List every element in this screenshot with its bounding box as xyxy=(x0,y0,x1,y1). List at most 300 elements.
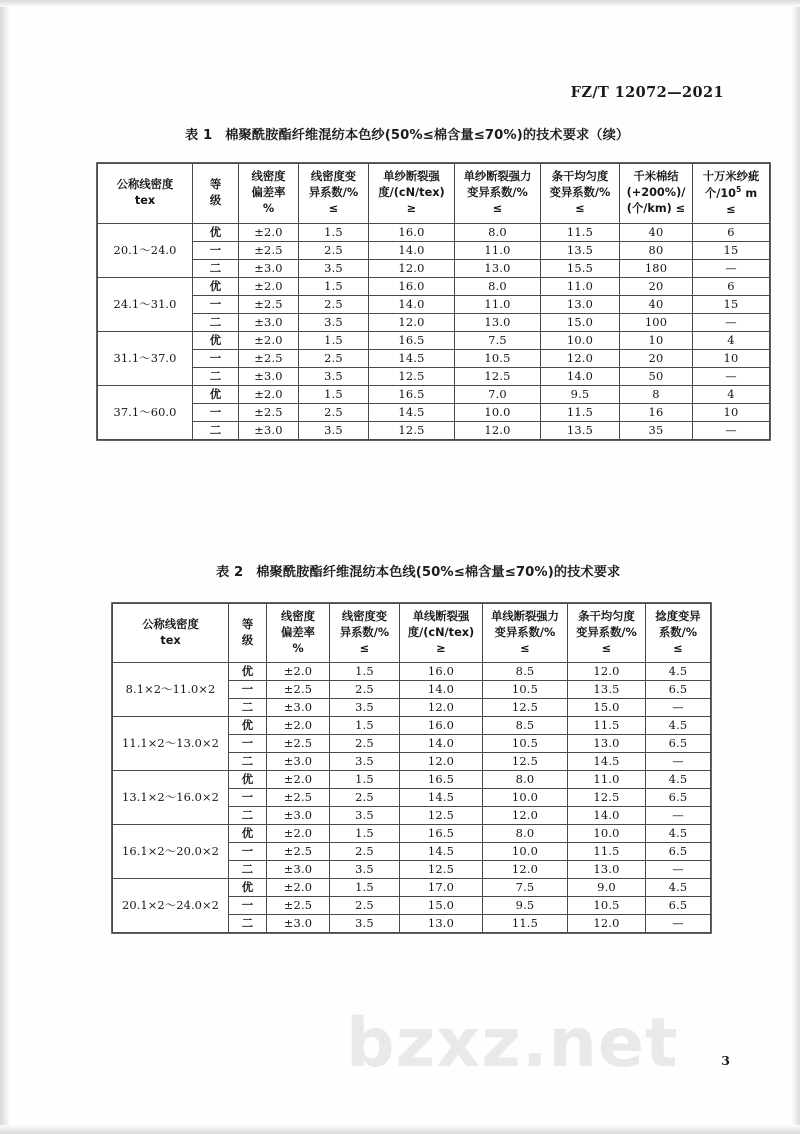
cell-strength: 12.0 xyxy=(369,259,455,277)
cell-deviation: ±3.0 xyxy=(267,753,330,771)
cell-deviation: ±3.0 xyxy=(239,421,299,439)
cell-strength-cv: 10.5 xyxy=(455,349,541,367)
cell-defects: — xyxy=(693,367,770,385)
column-header-line: 等 xyxy=(241,618,254,632)
table-2-header-row xyxy=(113,604,711,663)
cell-density-cv: 3.5 xyxy=(330,861,400,879)
column-header-line: tex xyxy=(160,634,181,648)
cell-evenness-cv: 10.5 xyxy=(568,897,646,915)
cell-neps: 10 xyxy=(620,331,693,349)
cell-grade: 优 xyxy=(193,331,239,349)
cell-strength-cv: 10.0 xyxy=(455,403,541,421)
cell-grade: 二 xyxy=(193,367,239,385)
cell-strength-cv: 8.0 xyxy=(483,825,568,843)
column-header-line: tex xyxy=(134,194,156,208)
cell-deviation: ±2.5 xyxy=(267,735,330,753)
cell-strength-cv: 10.5 xyxy=(483,681,568,699)
cell-strength-cv: 11.5 xyxy=(483,915,568,933)
cell-deviation: ±2.5 xyxy=(267,681,330,699)
cell-evenness-cv: 13.0 xyxy=(568,735,646,753)
cell-twist-cv: 4.5 xyxy=(646,663,711,681)
cell-deviation: ±2.0 xyxy=(239,277,299,295)
cell-neps: 8 xyxy=(620,385,693,403)
column-header-line: 等 xyxy=(209,178,222,192)
cell-defects: 6 xyxy=(693,223,770,241)
column-header-line: 单线断裂强力 xyxy=(491,610,559,623)
table-row xyxy=(98,277,770,295)
cell-evenness-cv: 11.5 xyxy=(568,717,646,735)
cell-evenness-cv: 14.0 xyxy=(541,367,620,385)
cell-neps: 35 xyxy=(620,421,693,439)
scan-edge-top xyxy=(0,0,800,7)
table-row xyxy=(98,403,770,421)
column-header-line: 级 xyxy=(209,194,222,208)
column-header-line: 变异系数/% xyxy=(549,186,611,200)
cell-grade: 优 xyxy=(229,717,267,735)
cell-deviation: ±2.5 xyxy=(239,241,299,259)
cell-strength-cv: 8.0 xyxy=(483,771,568,789)
scan-edge-right xyxy=(792,0,800,1134)
table-1-body xyxy=(98,223,770,439)
cell-strength: 16.0 xyxy=(369,277,455,295)
cell-strength: 14.5 xyxy=(369,403,455,421)
cell-strength-cv: 7.5 xyxy=(455,331,541,349)
cell-density-cv: 3.5 xyxy=(299,367,369,385)
cell-deviation: ±3.0 xyxy=(267,699,330,717)
cell-evenness-cv: 13.0 xyxy=(541,295,620,313)
cell-grade: 一 xyxy=(229,897,267,915)
table-2-caption xyxy=(216,561,620,580)
cell-strength: 16.5 xyxy=(400,825,483,843)
column-header-line: 异系数/% xyxy=(308,186,359,200)
column-header-8 xyxy=(646,604,711,663)
cell-evenness-cv: 11.0 xyxy=(541,277,620,295)
column-header-line: ≥ xyxy=(406,202,417,216)
column-header-line: 变异系数/% xyxy=(576,626,637,640)
cell-grade: 二 xyxy=(193,421,239,439)
cell-strength-cv: 7.5 xyxy=(483,879,568,897)
cell-deviation: ±2.0 xyxy=(239,331,299,349)
cell-defects: 15 xyxy=(693,241,770,259)
cell-density-cv: 1.5 xyxy=(330,717,400,735)
column-header-3 xyxy=(267,604,330,663)
cell-density-cv: 2.5 xyxy=(299,241,369,259)
column-header-line: 度/(cN/tex) xyxy=(407,626,475,640)
column-header-line: 级 xyxy=(241,634,254,648)
cell-deviation: ±2.0 xyxy=(239,223,299,241)
column-header-line: ≥ xyxy=(436,642,446,656)
column-header-line: 偏差率 xyxy=(281,626,315,640)
column-header-line: (个/km) ≤ xyxy=(626,202,686,216)
cell-deviation: ±3.0 xyxy=(267,915,330,933)
column-header-line: ≤ xyxy=(673,642,683,656)
cell-density-cv: 1.5 xyxy=(299,223,369,241)
column-header-line: ≤ xyxy=(520,642,530,656)
table-row xyxy=(113,879,711,897)
column-header-line: 千米棉结 xyxy=(633,170,679,184)
column-header-line: 公称线密度 xyxy=(116,178,174,192)
cell-strength: 16.0 xyxy=(369,223,455,241)
cell-grade: 一 xyxy=(229,735,267,753)
cell-grade: 一 xyxy=(229,681,267,699)
cell-deviation: ±2.5 xyxy=(267,897,330,915)
column-header-line: 单线断裂强 xyxy=(412,610,470,623)
cell-evenness-cv: 9.5 xyxy=(541,385,620,403)
cell-strength-cv: 13.0 xyxy=(455,313,541,331)
cell-strength-cv: 12.0 xyxy=(455,421,541,439)
cell-evenness-cv: 11.0 xyxy=(568,771,646,789)
cell-evenness-cv: 9.0 xyxy=(568,879,646,897)
cell-strength: 16.5 xyxy=(369,385,455,403)
nominal-linear-density-cell: 8.1×2～11.0×2 xyxy=(113,663,229,717)
cell-strength: 13.0 xyxy=(400,915,483,933)
column-header-line: 度/(cN/tex) xyxy=(378,186,445,200)
cell-evenness-cv: 11.5 xyxy=(541,223,620,241)
cell-defects: 4 xyxy=(693,385,770,403)
table-1-caption-text: 棉聚酰胺酯纤维混纺本色纱(50%≤棉含量≤70%)的技术要求（续） xyxy=(225,128,630,143)
cell-grade: 优 xyxy=(193,277,239,295)
cell-defects: 6 xyxy=(693,277,770,295)
cell-strength-cv: 12.5 xyxy=(455,367,541,385)
column-header-line: 线密度变 xyxy=(341,610,388,623)
column-header-line: ≤ xyxy=(328,202,339,216)
table-1-caption xyxy=(185,124,629,143)
column-header-5 xyxy=(369,164,455,224)
table-2-caption-number: 表 2 xyxy=(216,565,244,580)
cell-twist-cv: — xyxy=(646,861,711,879)
table-row xyxy=(113,663,711,681)
column-header-1 xyxy=(98,164,193,224)
cell-deviation: ±2.0 xyxy=(267,825,330,843)
table-row xyxy=(98,331,770,349)
column-header-line: 单纱断裂强 xyxy=(383,170,440,184)
cell-deviation: ±3.0 xyxy=(267,807,330,825)
cell-strength-cv: 10.5 xyxy=(483,735,568,753)
column-header-line: % xyxy=(292,642,304,656)
cell-neps: 40 xyxy=(620,223,693,241)
cell-evenness-cv: 12.5 xyxy=(568,789,646,807)
cell-strength: 14.5 xyxy=(400,789,483,807)
table-row xyxy=(98,259,770,277)
cell-twist-cv: 4.5 xyxy=(646,879,711,897)
cell-evenness-cv: 14.5 xyxy=(568,753,646,771)
cell-grade: 一 xyxy=(229,789,267,807)
cell-evenness-cv: 13.0 xyxy=(568,861,646,879)
cell-density-cv: 1.5 xyxy=(299,331,369,349)
nominal-linear-density-cell: 37.1～60.0 xyxy=(98,385,193,439)
cell-grade: 一 xyxy=(229,843,267,861)
column-header-1 xyxy=(113,604,229,663)
nominal-linear-density-cell: 24.1～31.0 xyxy=(98,277,193,331)
cell-strength-cv: 11.0 xyxy=(455,241,541,259)
cell-strength: 14.5 xyxy=(400,843,483,861)
column-header-line: 个$/10^5$ m xyxy=(704,185,758,200)
cell-grade: 二 xyxy=(229,699,267,717)
cell-strength: 14.0 xyxy=(369,295,455,313)
cell-grade: 优 xyxy=(229,825,267,843)
cell-strength: 14.0 xyxy=(369,241,455,259)
column-header-2 xyxy=(193,164,239,224)
cell-deviation: ±2.0 xyxy=(239,385,299,403)
cell-defects: — xyxy=(693,421,770,439)
cell-strength-cv: 11.0 xyxy=(455,295,541,313)
cell-twist-cv: 6.5 xyxy=(646,735,711,753)
column-header-line: 十万米纱疵 xyxy=(702,170,760,183)
table-row xyxy=(98,421,770,439)
cell-strength: 14.0 xyxy=(400,735,483,753)
column-header-line: 异系数/% xyxy=(339,626,390,640)
cell-grade: 优 xyxy=(229,663,267,681)
cell-grade: 二 xyxy=(229,861,267,879)
cell-grade: 一 xyxy=(193,349,239,367)
cell-density-cv: 1.5 xyxy=(330,879,400,897)
page-number: 3 xyxy=(721,1053,730,1068)
cell-density-cv: 1.5 xyxy=(330,771,400,789)
cell-strength: 15.0 xyxy=(400,897,483,915)
table-row xyxy=(113,771,711,789)
cell-grade: 优 xyxy=(193,223,239,241)
column-header-5 xyxy=(400,604,483,663)
cell-strength: 12.0 xyxy=(400,753,483,771)
column-header-7 xyxy=(568,604,646,663)
column-header-line: ≤ xyxy=(575,202,585,216)
cell-density-cv: 3.5 xyxy=(299,313,369,331)
cell-strength-cv: 10.0 xyxy=(483,789,568,807)
cell-grade: 优 xyxy=(229,879,267,897)
column-header-3 xyxy=(239,164,299,224)
cell-grade: 优 xyxy=(229,771,267,789)
cell-grade: 一 xyxy=(193,295,239,313)
cell-density-cv: 3.5 xyxy=(330,915,400,933)
cell-deviation: ±2.5 xyxy=(239,349,299,367)
cell-strength-cv: 10.0 xyxy=(483,843,568,861)
cell-strength: 16.5 xyxy=(369,331,455,349)
cell-strength: 14.5 xyxy=(369,349,455,367)
cell-density-cv: 2.5 xyxy=(299,403,369,421)
cell-grade: 一 xyxy=(193,241,239,259)
cell-strength-cv: 8.0 xyxy=(455,277,541,295)
table-row xyxy=(98,367,770,385)
cell-strength-cv: 8.5 xyxy=(483,663,568,681)
watermark: bzxz.net xyxy=(346,1004,679,1083)
cell-strength: 12.5 xyxy=(400,861,483,879)
column-header-line: 线密度 xyxy=(251,170,286,184)
cell-defects: 4 xyxy=(693,331,770,349)
column-header-line: 变异系数/% xyxy=(467,186,528,200)
cell-evenness-cv: 13.5 xyxy=(568,681,646,699)
cell-neps: 50 xyxy=(620,367,693,385)
cell-strength-cv: 9.5 xyxy=(483,897,568,915)
cell-defects: — xyxy=(693,259,770,277)
column-header-line: 条干均匀度 xyxy=(578,610,635,623)
cell-twist-cv: — xyxy=(646,753,711,771)
table-2-technical-requirements xyxy=(112,603,711,933)
cell-strength: 16.0 xyxy=(400,663,483,681)
cell-grade: 二 xyxy=(193,259,239,277)
column-header-4 xyxy=(330,604,400,663)
cell-neps: 20 xyxy=(620,277,693,295)
cell-strength-cv: 13.0 xyxy=(455,259,541,277)
cell-deviation: ±2.5 xyxy=(267,843,330,861)
cell-density-cv: 2.5 xyxy=(330,681,400,699)
cell-deviation: ±3.0 xyxy=(239,367,299,385)
cell-neps: 16 xyxy=(620,403,693,421)
cell-strength: 12.0 xyxy=(400,699,483,717)
cell-strength: 16.5 xyxy=(400,771,483,789)
cell-strength-cv: 7.0 xyxy=(455,385,541,403)
nominal-linear-density-cell: 20.1～24.0 xyxy=(98,223,193,277)
cell-evenness-cv: 11.5 xyxy=(568,843,646,861)
cell-twist-cv: 4.5 xyxy=(646,825,711,843)
cell-neps: 180 xyxy=(620,259,693,277)
nominal-linear-density-cell: 31.1～37.0 xyxy=(98,331,193,385)
cell-evenness-cv: 15.0 xyxy=(541,313,620,331)
cell-neps: 80 xyxy=(620,241,693,259)
scan-edge-bottom xyxy=(0,1125,800,1134)
cell-strength: 12.5 xyxy=(369,367,455,385)
table-row xyxy=(113,717,711,735)
column-header-line: (+200%)/ xyxy=(626,186,686,200)
cell-density-cv: 2.5 xyxy=(330,843,400,861)
cell-evenness-cv: 12.0 xyxy=(568,915,646,933)
nominal-linear-density-cell: 13.1×2～16.0×2 xyxy=(113,771,229,825)
column-header-4 xyxy=(299,164,369,224)
column-header-line: % xyxy=(262,202,275,216)
standard-number-header: FZ/T 12072—2021 xyxy=(570,84,724,101)
table-row xyxy=(98,385,770,403)
column-header-8 xyxy=(620,164,693,224)
cell-strength-cv: 8.0 xyxy=(455,223,541,241)
table-1-technical-requirements xyxy=(97,163,770,440)
cell-twist-cv: 6.5 xyxy=(646,789,711,807)
cell-deviation: ±2.5 xyxy=(267,789,330,807)
cell-strength-cv: 12.0 xyxy=(483,807,568,825)
table-row xyxy=(98,223,770,241)
cell-evenness-cv: 15.5 xyxy=(541,259,620,277)
column-header-line: 单纱断裂强力 xyxy=(463,170,532,184)
cell-defects: — xyxy=(693,313,770,331)
cell-deviation: ±2.0 xyxy=(267,717,330,735)
cell-deviation: ±2.5 xyxy=(239,295,299,313)
cell-strength-cv: 12.0 xyxy=(483,861,568,879)
cell-grade: 一 xyxy=(193,403,239,421)
cell-grade: 二 xyxy=(229,753,267,771)
cell-twist-cv: 6.5 xyxy=(646,681,711,699)
cell-twist-cv: — xyxy=(646,915,711,933)
cell-twist-cv: — xyxy=(646,699,711,717)
cell-deviation: ±2.5 xyxy=(239,403,299,421)
cell-strength: 12.0 xyxy=(369,313,455,331)
cell-deviation: ±2.0 xyxy=(267,663,330,681)
cell-neps: 20 xyxy=(620,349,693,367)
cell-defects: 10 xyxy=(693,349,770,367)
column-header-9 xyxy=(693,164,770,224)
cell-density-cv: 2.5 xyxy=(299,349,369,367)
cell-density-cv: 1.5 xyxy=(330,825,400,843)
cell-twist-cv: 6.5 xyxy=(646,897,711,915)
column-header-line: ≤ xyxy=(726,202,736,216)
cell-density-cv: 3.5 xyxy=(330,753,400,771)
cell-deviation: ±3.0 xyxy=(239,259,299,277)
cell-evenness-cv: 14.0 xyxy=(568,807,646,825)
table-row xyxy=(98,349,770,367)
cell-grade: 二 xyxy=(229,807,267,825)
column-header-line: 公称线密度 xyxy=(142,618,199,632)
cell-density-cv: 3.5 xyxy=(330,699,400,717)
cell-grade: 优 xyxy=(193,385,239,403)
table-row xyxy=(98,295,770,313)
column-header-6 xyxy=(455,164,541,224)
cell-defects: 10 xyxy=(693,403,770,421)
column-header-line: 捻度变异 xyxy=(655,610,701,623)
cell-twist-cv: 6.5 xyxy=(646,843,711,861)
cell-defects: 15 xyxy=(693,295,770,313)
cell-strength-cv: 8.5 xyxy=(483,717,568,735)
table-2-body xyxy=(113,663,711,933)
table-1-caption-number: 表 1 xyxy=(185,128,213,143)
cell-twist-cv: — xyxy=(646,807,711,825)
cell-evenness-cv: 12.0 xyxy=(541,349,620,367)
column-header-line: 变异系数/% xyxy=(494,626,556,640)
cell-density-cv: 3.5 xyxy=(330,807,400,825)
cell-evenness-cv: 12.0 xyxy=(568,663,646,681)
cell-density-cv: 3.5 xyxy=(299,421,369,439)
column-header-6 xyxy=(483,604,568,663)
table-row xyxy=(113,825,711,843)
column-header-line: 线密度 xyxy=(281,610,315,623)
table-row xyxy=(98,241,770,259)
cell-strength: 12.5 xyxy=(400,807,483,825)
cell-strength: 16.0 xyxy=(400,717,483,735)
cell-evenness-cv: 10.0 xyxy=(568,825,646,843)
column-header-line: 系数/% xyxy=(658,626,698,640)
column-header-line: 偏差率 xyxy=(251,186,286,200)
cell-strength: 14.0 xyxy=(400,681,483,699)
cell-density-cv: 1.5 xyxy=(299,277,369,295)
cell-deviation: ±2.0 xyxy=(267,771,330,789)
cell-twist-cv: 4.5 xyxy=(646,717,711,735)
column-header-line: 条干均匀度 xyxy=(551,170,609,184)
cell-density-cv: 2.5 xyxy=(299,295,369,313)
cell-strength: 17.0 xyxy=(400,879,483,897)
table-1-header-row xyxy=(98,164,770,224)
cell-density-cv: 1.5 xyxy=(330,663,400,681)
cell-deviation: ±3.0 xyxy=(267,861,330,879)
cell-twist-cv: 4.5 xyxy=(646,771,711,789)
column-header-2 xyxy=(229,604,267,663)
nominal-linear-density-cell: 11.1×2～13.0×2 xyxy=(113,717,229,771)
table-2-caption-text: 棉聚酰胺酯纤维混纺本色线(50%≤棉含量≤70%)的技术要求 xyxy=(256,565,621,580)
cell-grade: 二 xyxy=(229,915,267,933)
nominal-linear-density-cell: 20.1×2～24.0×2 xyxy=(113,879,229,933)
cell-evenness-cv: 13.5 xyxy=(541,241,620,259)
cell-strength: 12.5 xyxy=(369,421,455,439)
column-header-line: ≤ xyxy=(492,202,503,216)
column-header-line: ≤ xyxy=(601,642,612,656)
cell-density-cv: 2.5 xyxy=(330,897,400,915)
cell-density-cv: 3.5 xyxy=(299,259,369,277)
cell-evenness-cv: 11.5 xyxy=(541,403,620,421)
cell-evenness-cv: 13.5 xyxy=(541,421,620,439)
cell-neps: 40 xyxy=(620,295,693,313)
cell-density-cv: 2.5 xyxy=(330,789,400,807)
table-row xyxy=(98,313,770,331)
column-header-7 xyxy=(541,164,620,224)
cell-density-cv: 1.5 xyxy=(299,385,369,403)
nominal-linear-density-cell: 16.1×2～20.0×2 xyxy=(113,825,229,879)
cell-strength-cv: 12.5 xyxy=(483,753,568,771)
cell-evenness-cv: 10.0 xyxy=(541,331,620,349)
